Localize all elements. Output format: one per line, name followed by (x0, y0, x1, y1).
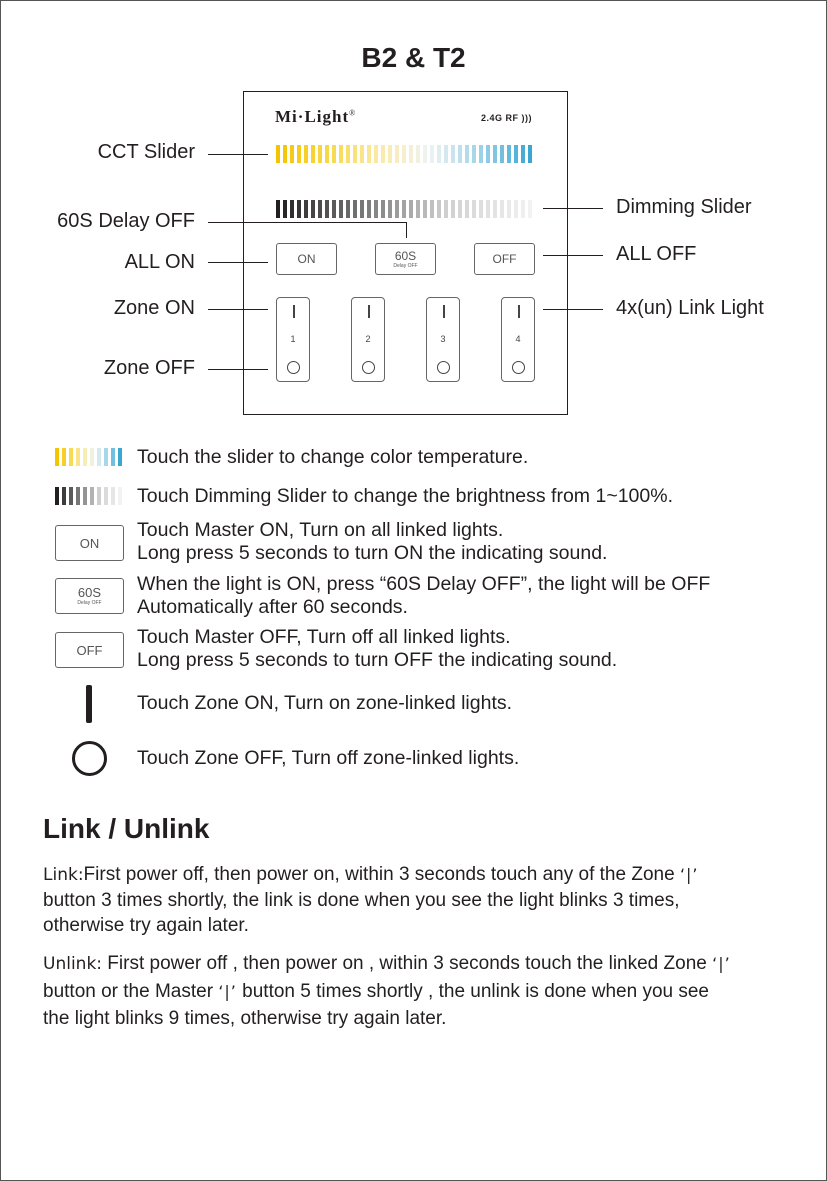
slider-segment (297, 145, 301, 163)
slider-segment (479, 200, 483, 218)
slider-segment (402, 145, 406, 163)
all-on-label: ON (297, 252, 316, 266)
slider-segment (276, 200, 280, 218)
slider-segment (430, 200, 434, 218)
callout-cct-slider: CCT Slider (97, 141, 195, 163)
callout-link-light: 4x(un) Link Light (616, 297, 764, 319)
slider-segment (111, 448, 115, 466)
zone-symbol: ‘|’ (712, 954, 731, 973)
unlink-text: button 5 times shortly , the unlink is done when you see (242, 981, 709, 1002)
slider-segment (104, 448, 108, 466)
dimming-slider-icon (55, 487, 122, 505)
slider-segment (55, 448, 59, 466)
slider-segment (486, 200, 490, 218)
zone-button-2[interactable] (351, 297, 385, 382)
slider-segment (388, 145, 392, 163)
leader-line (208, 369, 268, 370)
slider-segment (409, 145, 413, 163)
leader-line (543, 255, 603, 256)
slider-segment (111, 487, 115, 505)
zone-off-icon[interactable] (362, 361, 375, 374)
slider-segment (97, 448, 101, 466)
slider-segment (367, 145, 371, 163)
zone-off-icon[interactable] (437, 361, 450, 374)
slider-segment (332, 145, 336, 163)
slider-segment (388, 200, 392, 218)
off-button-icon (55, 632, 124, 668)
slider-segment (83, 448, 87, 466)
zone-on-icon[interactable] (293, 305, 295, 318)
page-title: B2 & T2 (361, 42, 466, 73)
slider-segment (55, 487, 59, 505)
legend-zone-on-text: Touch Zone ON, Turn on zone-linked lights. (137, 692, 513, 714)
slider-segment (381, 145, 385, 163)
slider-segment (346, 145, 350, 163)
on-icon-label: ON (79, 535, 100, 551)
slider-segment (472, 145, 476, 163)
slider-segment (339, 145, 343, 163)
slider-segment (118, 448, 122, 466)
slider-segment (528, 200, 532, 218)
brand-logo: Mi·Light® (275, 107, 357, 126)
slider-segment (514, 145, 518, 163)
link-text: First power off, then power on, within 3 seconds touch any of the Zone (83, 864, 675, 885)
zone-off-icon[interactable] (287, 361, 300, 374)
slider-segment (283, 200, 287, 218)
slider-segment (297, 200, 301, 218)
link-text: button 3 times shortly, the link is done when you see the light blinks 3 times, (43, 890, 680, 911)
zone-on-icon[interactable] (368, 305, 370, 318)
slider-segment (318, 145, 322, 163)
slider-segment (83, 487, 87, 505)
unlink-text: First power off , then power on , within 3 seconds touch the linked Zone (107, 953, 707, 974)
slider-segment (318, 200, 322, 218)
slider-segment (332, 200, 336, 218)
zone-number: 4 (515, 334, 521, 344)
slider-segment (437, 145, 441, 163)
callout-all-on: ALL ON (124, 251, 195, 273)
leader-line (208, 262, 268, 263)
legend-zone-off-text: Touch Zone OFF, Turn off zone-linked lights. (137, 747, 520, 769)
zone-button-3[interactable] (426, 297, 460, 382)
slider-segment (493, 200, 497, 218)
slider-segment (395, 200, 399, 218)
zone-button-1[interactable] (276, 297, 310, 382)
callout-zone-off: Zone OFF (103, 357, 195, 379)
slider-segment (62, 487, 66, 505)
slider-segment (500, 145, 504, 163)
all-off-label: OFF (492, 252, 517, 266)
slider-segment (69, 448, 73, 466)
delay-icon-label: 60S (77, 585, 102, 600)
link-unlink-heading: Link / Unlink (43, 813, 210, 844)
on-button-icon (55, 525, 124, 561)
slider-segment (62, 448, 66, 466)
slider-segment (402, 200, 406, 218)
zone-off-icon[interactable] (512, 361, 525, 374)
unlink-label: Unlink: (43, 954, 103, 974)
leader-line (543, 309, 603, 310)
delay-icon-sublabel: Delay OFF (77, 600, 102, 606)
slider-segment (430, 145, 434, 163)
slider-segment (507, 200, 511, 218)
legend-on-line1: Touch Master ON, Turn on all linked lights. (137, 519, 504, 541)
callout-zone-on: Zone ON (113, 297, 195, 319)
slider-segment (472, 200, 476, 218)
slider-segment (360, 200, 364, 218)
delay-off-button[interactable] (375, 243, 436, 275)
legend-off-line2: Long press 5 seconds to turn OFF the indicating sound. (137, 649, 618, 671)
slider-segment (514, 200, 518, 218)
slider-segment (104, 487, 108, 505)
callout-all-off: ALL OFF (616, 243, 697, 265)
callout-delay-off: 60S Delay OFF (57, 210, 195, 232)
slider-segment (521, 145, 525, 163)
slider-segment (437, 200, 441, 218)
leader-line (406, 222, 407, 238)
slider-segment (381, 200, 385, 218)
leader-line (543, 208, 603, 209)
leader-line (208, 222, 406, 223)
cct-slider[interactable] (276, 145, 532, 163)
slider-segment (486, 145, 490, 163)
slider-segment (416, 145, 420, 163)
legend-dimming-text: Touch Dimming Slider to change the brightness from 1~100%. (137, 485, 673, 507)
slider-segment (444, 145, 448, 163)
slider-segment (311, 200, 315, 218)
slider-segment (325, 145, 329, 163)
slider-segment (353, 145, 357, 163)
zone-number: 2 (365, 334, 371, 344)
slider-segment (283, 145, 287, 163)
slider-segment (118, 487, 122, 505)
dimming-slider[interactable] (276, 200, 532, 218)
slider-segment (97, 487, 101, 505)
delay-sublabel: Delay OFF (393, 262, 418, 269)
link-paragraph (43, 862, 783, 938)
all-on-button[interactable] (276, 243, 337, 275)
link-label: Link: (43, 865, 84, 885)
rf-badge: 2.4G RF ))) (481, 113, 533, 123)
zone-number: 1 (290, 334, 296, 344)
slider-segment (360, 145, 364, 163)
slider-segment (374, 145, 378, 163)
slider-segment (76, 487, 80, 505)
slider-segment (507, 145, 511, 163)
legend-on-line2: Long press 5 seconds to turn ON the indicating sound. (137, 542, 608, 564)
unlink-text: button or the Master (43, 981, 214, 1002)
slider-segment (304, 145, 308, 163)
slider-segment (353, 200, 357, 218)
slider-segment (465, 145, 469, 163)
zone-number: 3 (440, 334, 446, 344)
slider-segment (69, 487, 73, 505)
slider-segment (451, 200, 455, 218)
zone-on-icon[interactable] (443, 305, 445, 318)
unlink-text: the light blinks 9 times, otherwise try again later. (43, 1008, 447, 1029)
slider-segment (528, 145, 532, 163)
slider-segment (290, 145, 294, 163)
slider-segment (304, 200, 308, 218)
slider-segment (374, 200, 378, 218)
wifi-icon: ))) (521, 113, 533, 123)
slider-segment (493, 145, 497, 163)
slider-segment (346, 200, 350, 218)
zone-symbol: ‘|’ (679, 865, 699, 884)
slider-segment (458, 145, 462, 163)
leader-line (208, 309, 268, 310)
legend-cct-text: Touch the slider to change color temperature. (137, 446, 529, 468)
slider-segment (395, 145, 399, 163)
slider-segment (76, 448, 80, 466)
slider-segment (90, 448, 94, 466)
slider-segment (339, 200, 343, 218)
zone-off-icon (72, 741, 107, 776)
slider-segment (465, 200, 469, 218)
slider-segment (416, 200, 420, 218)
legend-off-line1: Touch Master OFF, Turn off all linked lights. (137, 626, 511, 648)
leader-line (208, 154, 268, 155)
slider-segment (423, 145, 427, 163)
slider-segment (276, 145, 280, 163)
slider-segment (479, 145, 483, 163)
zone-on-icon (86, 685, 92, 723)
legend-delay-line1: When the light is ON, press “60S Delay OFF”, the light will be OFF (137, 573, 711, 595)
legend-delay-line2: Automatically after 60 seconds. (137, 596, 408, 618)
slider-segment (444, 200, 448, 218)
link-text: otherwise try again later. (43, 915, 249, 936)
slider-segment (521, 200, 525, 218)
slider-segment (409, 200, 413, 218)
callout-dimming-slider: Dimming Slider (616, 196, 752, 218)
off-icon-label: OFF (76, 642, 103, 658)
slider-segment (311, 145, 315, 163)
slider-segment (290, 200, 294, 218)
slider-segment (458, 200, 462, 218)
slider-segment (325, 200, 329, 218)
slider-segment (500, 200, 504, 218)
delay-button-icon (55, 578, 124, 614)
slider-segment (451, 145, 455, 163)
slider-segment (367, 200, 371, 218)
unlink-paragraph (43, 950, 783, 1032)
all-off-button[interactable] (474, 243, 535, 275)
slider-segment (423, 200, 427, 218)
cct-slider-icon (55, 448, 122, 466)
zone-on-icon[interactable] (518, 305, 520, 318)
zone-symbol: ‘|’ (218, 982, 237, 1001)
zone-button-4[interactable] (501, 297, 535, 382)
slider-segment (90, 487, 94, 505)
delay-label: 60S (394, 248, 417, 263)
